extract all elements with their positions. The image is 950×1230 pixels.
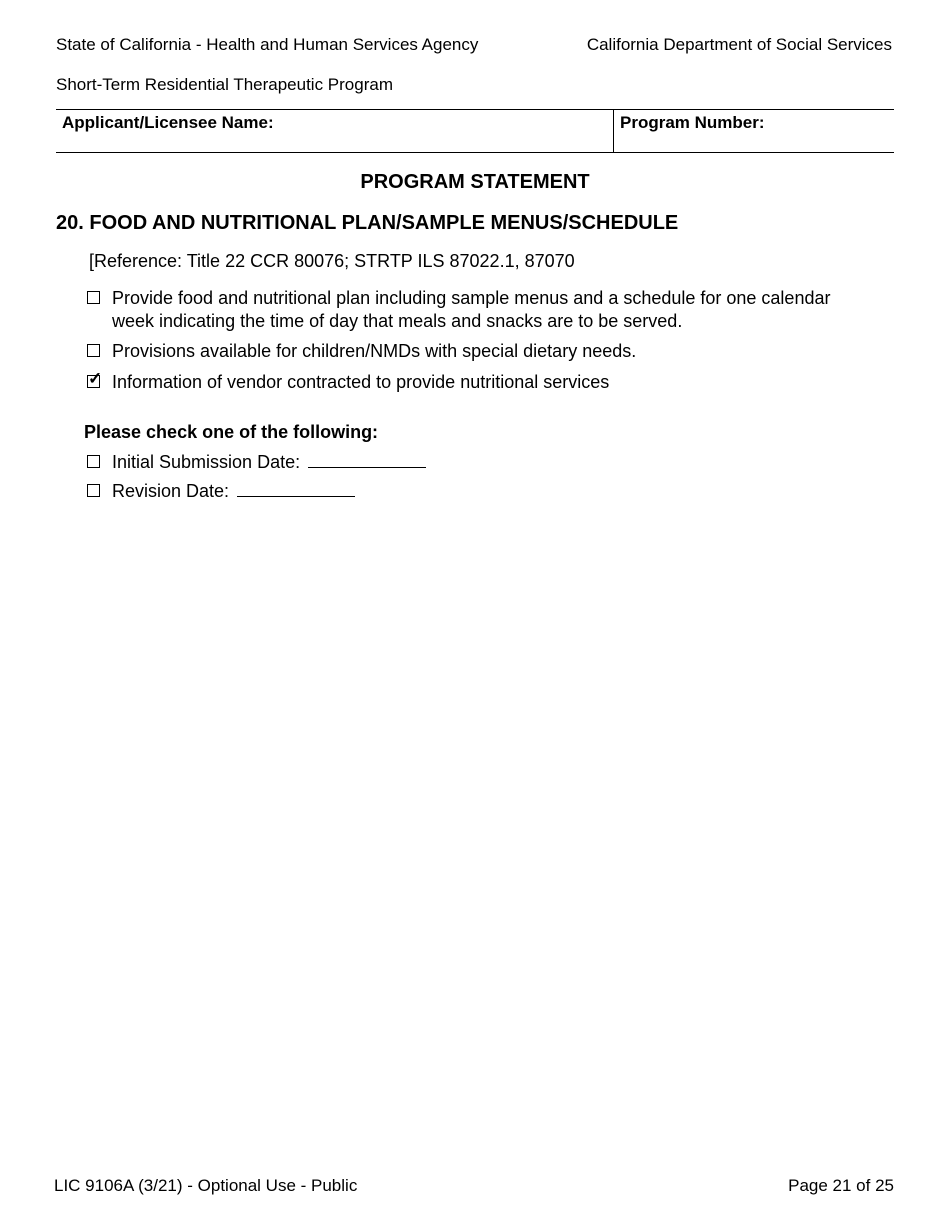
page-number: Page 21 of 25 bbox=[788, 1176, 894, 1195]
checklist-item-vendor-info: Information of vendor contracted to provide nutritional services bbox=[112, 372, 610, 392]
revision-option bbox=[112, 480, 355, 503]
form-id: LIC 9106A (3/21) - Optional Use - Public bbox=[54, 1176, 358, 1195]
section-reference: [Reference: Title 22 CCR 80076; STRTP ILS 87022.1, 87070 bbox=[89, 251, 575, 271]
checkbox-vendor-info[interactable] bbox=[87, 369, 103, 388]
checkbox-revision[interactable] bbox=[87, 484, 100, 497]
applicant-name-label: Applicant/Licensee Name: bbox=[62, 113, 274, 132]
applicant-name-field[interactable] bbox=[56, 110, 614, 152]
checklist-item-food-plan-line2: week indicating the time of day that meals and snacks are to be served. bbox=[112, 311, 683, 331]
program-number-field[interactable] bbox=[614, 110, 894, 152]
checkmark-icon: ✓ bbox=[88, 369, 103, 388]
agency-name: State of California - Health and Human Services Agency bbox=[56, 35, 479, 54]
initial-submission-date-field[interactable] bbox=[308, 451, 426, 468]
applicant-info-table bbox=[56, 109, 894, 153]
revision-date-field[interactable] bbox=[237, 480, 355, 497]
revision-date-label: Revision Date: bbox=[112, 481, 230, 501]
checklist-item-special-diet: Provisions available for children/NMDs with special dietary needs. bbox=[112, 341, 637, 361]
initial-submission-label: Initial Submission Date: bbox=[112, 452, 301, 472]
checkbox-food-plan[interactable] bbox=[87, 291, 100, 304]
initial-submission-option bbox=[112, 451, 426, 474]
checkbox-special-diet[interactable] bbox=[87, 344, 100, 357]
checklist-item-food-plan-line1: Provide food and nutritional plan including sample menus and a schedule for one calendar bbox=[112, 288, 831, 308]
program-type: Short-Term Residential Therapeutic Program bbox=[56, 75, 393, 94]
department-name: California Department of Social Services bbox=[586, 35, 892, 54]
checkbox-initial-submission[interactable] bbox=[87, 455, 100, 468]
section-heading: 20. FOOD AND NUTRITIONAL PLAN/SAMPLE MENUS/SCHEDULE bbox=[56, 212, 679, 234]
document-title: PROGRAM STATEMENT bbox=[360, 171, 590, 193]
program-number-label: Program Number: bbox=[620, 113, 765, 132]
checklist-item-food-plan bbox=[112, 287, 830, 333]
submission-prompt: Please check one of the following: bbox=[84, 422, 379, 442]
